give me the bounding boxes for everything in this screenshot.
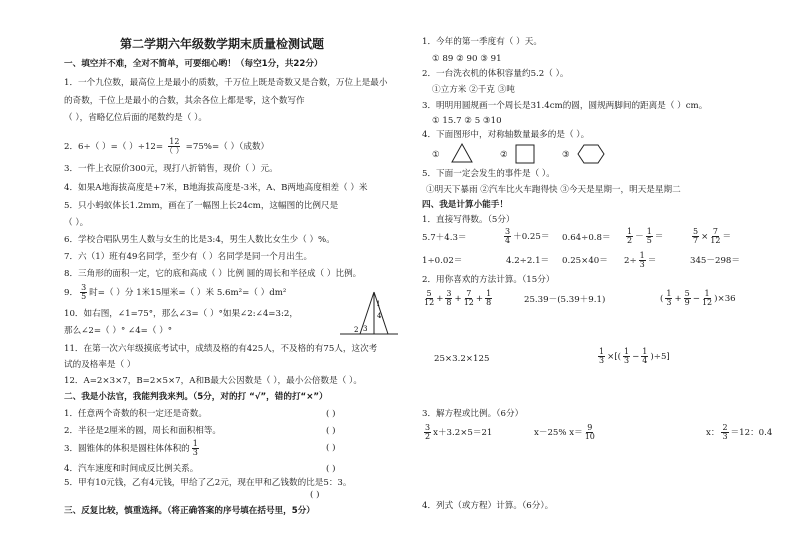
choice-5: 5．下面一定会发生的事件是（ ）。 (422, 169, 555, 179)
calc-2-expr-1: $\frac{5}{12}$ + $\frac{3}{8}$ + $\frac{7}{12}$ + $\frac{1}{8}$ (424, 289, 492, 307)
calc-row1-b-text: ＋0.25＝ (513, 232, 550, 242)
choice-1-options: ① 89 ② 90 ③ 91 (432, 54, 502, 64)
q9-num-label: 9． (64, 288, 79, 298)
q6: 6．学校合唱队男生人数与女生的比是3:4，男生人数比女生少（ ）%。 (64, 235, 335, 245)
e3-open: ( (660, 294, 664, 304)
q11-line1: 11．在第一次六年级摸底考试中，成绩及格的有425人，不及格的有75人，这次考 (64, 344, 378, 354)
q10-line1: 10．如右图，∠1=75°，那么∠3=（ ）°如果∠2:∠4=3:2， (64, 309, 298, 319)
angle-label-4: 4 (377, 312, 382, 320)
judge-3-paren: ( ) (326, 443, 336, 453)
choice-4-opt-3-label: ③ (562, 150, 570, 160)
q9-frac-den: 5 (81, 292, 87, 301)
choice-3-options: ① 15.7 ② 5 ③10 (432, 116, 502, 126)
choice-2: 2．一台洗衣机的体积容量约5.2（ ）。 (422, 69, 569, 79)
q12: 12．A=2×3×7，B=2×5×7，A和B最大公因数是（ ），最小公倍数是（ ）。 (64, 376, 362, 386)
choice-4: 4．下面图形中，对称轴数量最多的是（ ）。 (422, 130, 590, 140)
e5-open: ×[( (607, 352, 621, 362)
q1-line1: 1．一个九位数，最高位上是最小的质数，千万位上既是奇数又是合数，万位上是最小 (64, 78, 388, 88)
calc-row2-d-text: 2÷ (624, 256, 637, 266)
angle-label-2: 2 (354, 326, 359, 334)
judge-4-paren: ( ) (326, 464, 336, 474)
equation-1: $\frac{3}{2}$ x＋3.2×5＝21 (425, 423, 493, 441)
e1-n2: 3 (446, 289, 452, 298)
page-title: 第二学期六年级数学期末质量检测试题 (120, 37, 325, 51)
equation-3: x： $\frac{2}{3}$ ＝12：0.4 (706, 423, 773, 441)
calc-2-expr-4: 25×3.2×125 (434, 354, 490, 364)
judge-3-num: 1 (192, 439, 198, 448)
angle-label-3: 3 (363, 325, 368, 333)
q9-text: 时=（ ）分 1米15厘米=（ ）米 5.6m²=（ ）dm² (89, 288, 287, 298)
equation-3-text: ＝12：0.4 (730, 428, 773, 438)
q2 (64, 138, 269, 155)
angle-label-1: 1 (376, 300, 381, 308)
calc-row2-d: 2÷ $\frac{1}{3}$ ＝ (624, 251, 657, 269)
choice-3: 3．明明用圆规画一个周长是31.4cm的圆，圆规两脚间的距离是（ ）cm。 (422, 101, 708, 111)
section-3-heading: 三、反复比较，慎重选择。（将正确答案的序号填在括号里，5分） (64, 506, 315, 516)
q1-line3: （ ），省略亿位后面的尾数约是（ ）。 (64, 113, 207, 123)
e1-d1: 12 (424, 298, 435, 307)
judge-3-fraction (192, 440, 199, 457)
judge-4: 4．汽车速度和时间成反比例关系。 (64, 464, 199, 474)
choice-5-options: ①明天下暴雨 ②汽车比火车跑得快 ③今天是星期一，明天是星期二 (426, 185, 681, 195)
q2-fraction (165, 138, 184, 155)
e1-n3: 7 (466, 289, 472, 298)
section-1-heading: 一、填空并不难，全对不简单，可要细心哟！（每空1分，共22分） (64, 59, 323, 69)
calc-4-heading: 4．列式（或方程）计算。（6分）。 (422, 501, 554, 511)
calc-row1-e-eq: ＝ (722, 232, 732, 242)
calc-row1-e-op: × (701, 232, 709, 242)
judge-3-den: 3 (192, 448, 198, 457)
q2-text: 2．6÷（ ）=（ ）÷12= (64, 142, 164, 152)
calc-row1-d-eq: ＝ (654, 232, 664, 242)
calc-3-heading: 3．解方程或比例。（6分） (422, 409, 524, 419)
q2-frac-num: 12 (169, 137, 180, 146)
calc-2-heading: 2．用你喜欢的方法计算。（15分） (422, 275, 555, 285)
calc-row1-b: $\frac{3}{4}$ ＋0.25＝ (505, 227, 550, 245)
judge-1: 1．任意两个奇数的积一定还是奇数。 (64, 409, 207, 419)
judge-3 (64, 440, 201, 457)
choice-4-opt-1-label: ① (432, 150, 440, 160)
calc-row2-b: 4.2÷2.1＝ (506, 256, 550, 266)
calc-row1-e: $\frac{5}{7}$ × $\frac{7}{12}$ ＝ (693, 227, 732, 245)
calc-row1-c: 0.64÷0.8＝ (562, 233, 611, 243)
q7: 7．六（1）班有49名同学，至少有（ ）名同学是同一个月出生。 (64, 252, 313, 262)
q8: 8．三角形的面积一定，它的底和高成（ ）比例 圆的周长和半径成（ ）比例。 (64, 269, 362, 279)
e1-d2: 8 (446, 298, 452, 307)
calc-2-expr-2: 25.39－(5.39＋9.1) (524, 295, 606, 305)
equation-1-text: x＋3.2×5＝21 (433, 428, 493, 438)
q3: 3．一件上衣原价300元，现打八折销售，现价（ ）元。 (64, 164, 278, 174)
q5-line2: （ ）。 (64, 218, 89, 228)
calc-row1-d: $\frac{1}{2}$ － $\frac{1}{5}$ ＝ (627, 227, 664, 245)
e1-d3: 12 (463, 298, 474, 307)
q1-line2: 的奇数，千位上是最小的合数，其余各位上都是零，这个数写作 (64, 96, 305, 106)
q2-text-b: =75%=（ ）（成数） (185, 142, 270, 152)
judge-1-paren: ( ) (326, 409, 336, 419)
calc-row2-a: 1÷0.02＝ (422, 256, 463, 266)
q5-line1: 5．只小蚂蚁体长1.2mm，画在了一幅图上长24cm，这幅图的比例尺是 (64, 201, 339, 211)
calc-row1-d-op: － (635, 232, 644, 242)
e1-n1: 5 (426, 289, 432, 298)
judge-3-text: 3．圆锥体的体积是圆柱体体积的 (64, 444, 190, 454)
calc-2-expr-3: ( $\frac{1}{3}$ + $\frac{5}{9}$ − $\frac{1}{12}$ )×36 (660, 289, 736, 307)
calc-row2-e: 345－298＝ (690, 256, 740, 266)
judge-2: 2．半径是2厘米的圆，周长和面积相等。 (64, 426, 222, 436)
q10-line2: 那么∠2=（ ）° ∠4=（ ）° (64, 326, 173, 336)
equation-2: x－25% x＝ $\frac{9}{10}$ (534, 423, 595, 441)
e1-n4: 1 (486, 289, 492, 298)
choice-2-options: ①立方米 ②千克 ③吨 (432, 85, 515, 95)
judge-5-paren: ( ) (310, 490, 320, 500)
section-2-heading: 二、我是小法官，我能判我来判。（5分，对的打 “√”，错的打“×”） (64, 392, 328, 402)
angle-figure (338, 288, 400, 340)
hexagon-shape (576, 143, 606, 165)
calc-row1-a: 5.7＋4.3＝ (422, 233, 467, 243)
q4: 4．如果A地海拔高度是+7米，B地海拔高度是-3米，A、B两地高度相差（ ）米 (64, 183, 368, 193)
calc-1-heading: 1．直接写得数。（5分） (422, 215, 515, 225)
choice-4-opt-2-label: ② (500, 150, 508, 160)
calc-row2-c: 0.25×40＝ (562, 256, 608, 266)
q9-fraction (80, 284, 87, 301)
judge-2-paren: ( ) (326, 426, 336, 436)
e1-d4: 8 (486, 298, 492, 307)
equation-2-text: x－25% x＝ (534, 428, 583, 438)
q9 (64, 284, 286, 301)
calc-2-expr-5: $\frac{1}{3}$ ×[( $\frac{1}{3}$ − $\frac{1}{4}$ )÷5] (599, 347, 670, 365)
choice-1: 1．今年的第一季度有（ ）天。 (422, 37, 542, 47)
judge-5: 5．甲有10元钱，乙有4元钱，甲给了乙2元，现在甲和乙钱数的比是5：3。 (64, 478, 352, 488)
triangle-shape (450, 142, 474, 164)
section-4-heading: 四、我是计算小能手！ (422, 200, 508, 210)
q11-line2: 试的及格率是（ ） (64, 360, 136, 370)
square-shape (514, 143, 536, 165)
q2-frac-den: （ ） (165, 146, 184, 155)
calc-row2-d-eq: ＝ (647, 256, 657, 266)
q9-frac-num: 3 (81, 283, 87, 292)
